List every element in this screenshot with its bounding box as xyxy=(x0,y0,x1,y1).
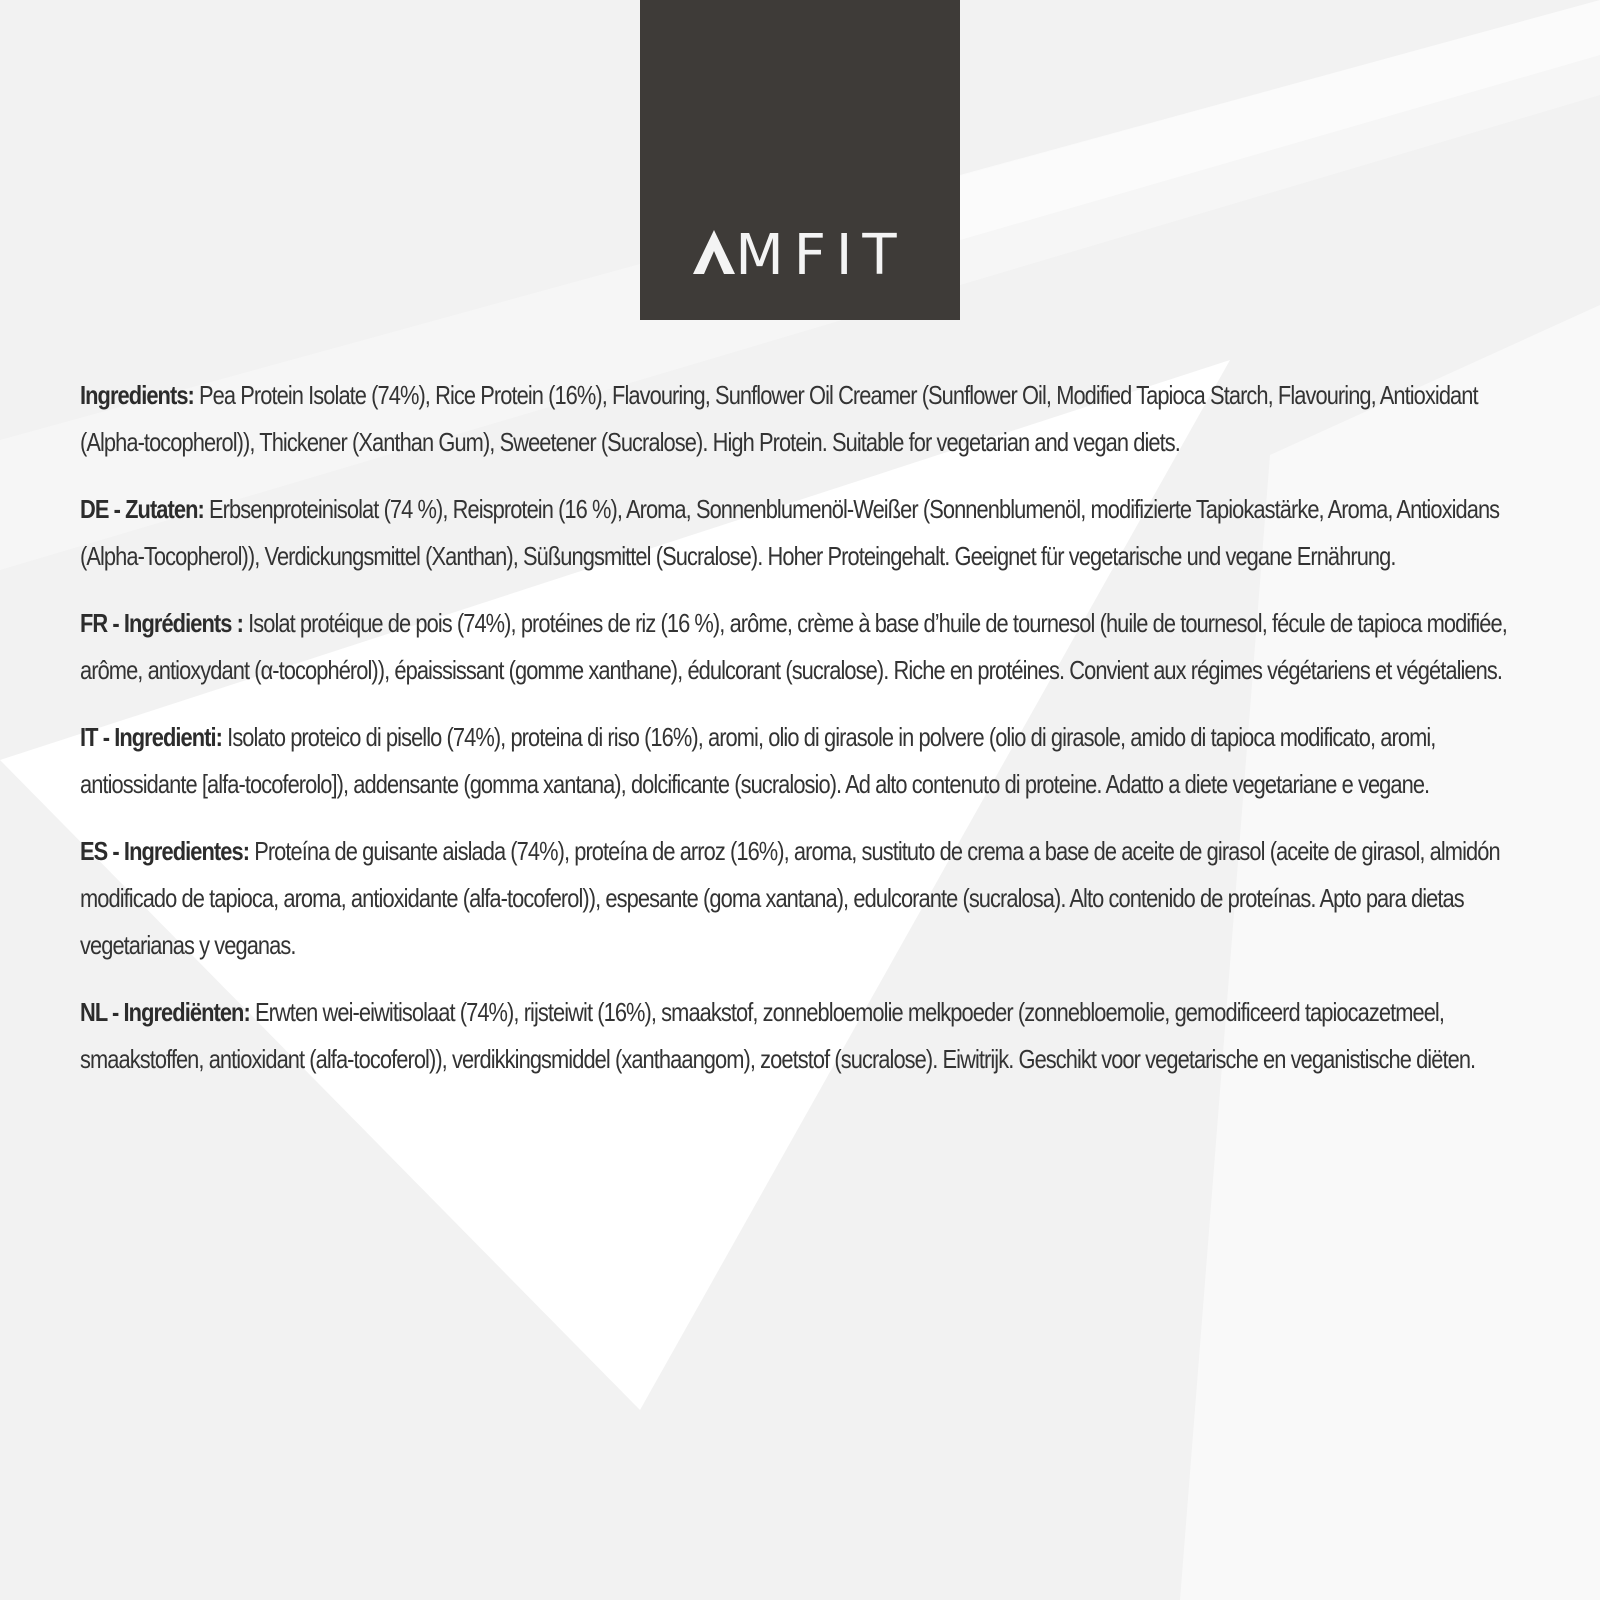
section-label-en: Ingredients: xyxy=(80,380,194,410)
section-text-de: Erbsenproteinisolat (74 %), Reisprotein (16 %), Aroma, Sonnenblumenöl-Weißer (Sonnenblumenöl, modifizierte Tapiokastärke, Aroma, Antioxidans (Alpha-Tocopherol)), Verdickungsmittel (Xanthan), Süßungsmittel (Sucralose). Hoher Proteingehalt. Geeignet für vegetarische und vegane Ernährung. xyxy=(80,494,1500,571)
section-text-nl: Erwten wei-eiwitisolaat (74%), rijsteiwit (16%), smaakstof, zonnebloemolie melkpoeder (zonnebloemolie, gemodificeerd tapiocazetmeel, smaakstoffen, antioxidant (alfa-tocoferol)), verdikkingsmiddel (xanthaangom), zoetstof (sucralose). Eiwitrijk. Geschikt voor vegetarische en veganistische diëten. xyxy=(80,997,1476,1074)
section-label-es: ES - Ingredientes: xyxy=(80,836,250,866)
section-label-nl: NL - Ingrediënten: xyxy=(80,997,250,1027)
ingredients-de xyxy=(80,486,1529,580)
ingredients-content xyxy=(80,372,1530,1103)
ingredients-fr xyxy=(80,600,1529,694)
ingredients-nl xyxy=(80,989,1529,1083)
section-label-fr: FR - Ingrédients : xyxy=(80,608,243,638)
ingredients-es xyxy=(80,828,1529,969)
section-text-en: Pea Protein Isolate (74%), Rice Protein (16%), Flavouring, Sunflower Oil Creamer (Sunflower Oil, Modified Tapioca Starch, Flavouring, Antioxidant (Alpha-tocopherol)), Thickener (Xanthan Gum), Sweetener (Sucralose). High Protein. Suitable for vegetarian and vegan diets. xyxy=(80,380,1478,457)
section-label-de: DE - Zutaten: xyxy=(80,494,204,524)
brand-logo-box xyxy=(640,0,960,320)
brand-name: MFIT xyxy=(735,223,907,288)
section-text-es: Proteína de guisante aislada (74%), proteína de arroz (16%), aroma, sustituto de crema a base de aceite de girasol (aceite de girasol, almidón modificado de tapioca, aroma, antioxidante (alfa-tocoferol)), espesante (goma xantana), edulcorante (sucralosa). Alto contenido de proteínas. Apto para dietas vegetarianas y veganas. xyxy=(80,836,1500,960)
section-text-fr: Isolat protéique de pois (74%), protéines de riz (16 %), arôme, crème à base d’huile de tournesol (huile de tournesol, fécule de tapioca modifiée, arôme, antioxydant (α-tocophérol)), épaississant (gomme xanthane), édulcorant (sucralose). Riche en protéines. Convient aux régimes végétariens et végétaliens. xyxy=(80,608,1507,685)
section-label-it: IT - Ingredienti: xyxy=(80,722,223,752)
triangle-a-icon xyxy=(693,230,735,274)
ingredients-it xyxy=(80,714,1529,808)
ingredients-en xyxy=(80,372,1529,466)
brand-logo xyxy=(658,223,942,288)
section-text-it: Isolato proteico di pisello (74%), proteina di riso (16%), aromi, olio di girasole in polvere (olio di girasole, amido di tapioca modificato, aromi, antiossidante [alfa-tocoferolo]), addensante (gomma xantana), dolcificante (sucralosio). Ad alto contenuto di proteine. Adatto a diete vegetariane e vegane. xyxy=(80,722,1436,799)
